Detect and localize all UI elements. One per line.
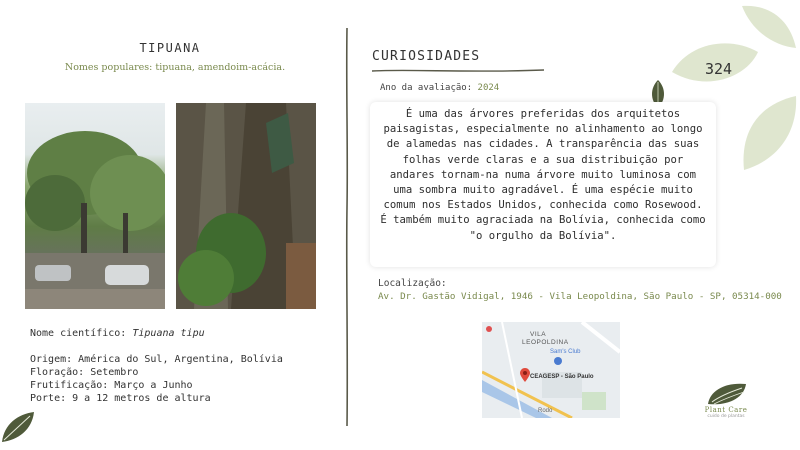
brand-tagline: cuido de plantas xyxy=(707,414,745,419)
flowering: Floração: Setembro xyxy=(30,367,139,378)
curiosity-text: É uma das árvores preferidas dos arquitetos paisagistas, especialmente no alinhamento ao longo de alamedas nas cidades. A transparência das suas folhas verde claras e a sua distribuição por andares tornam-na numa árvore muito luminosa com uma sombra muito agradável. É uma espécie muito comum nos Estados Unidos, conhecida como Rosewood. É também muito agraciada na Bolívia, conhecida como "o orgulho da Bolívia". xyxy=(380,108,706,242)
leaf-icon xyxy=(742,6,796,48)
origin: Origem: América do Sul, Argentina, Bolívia xyxy=(30,354,283,365)
brand-name: Plant Care xyxy=(704,406,748,414)
tree-size: Porte: 9 a 12 metros de altura xyxy=(30,393,211,404)
brand-logo xyxy=(696,380,756,419)
location-label: Localização: xyxy=(378,278,447,289)
location-address: Av. Dr. Gastão Vidigal, 1946 - Vila Leopoldina, São Paulo - SP, 05314-000 xyxy=(378,291,782,302)
scientific-name: Nome científico: Tipuana tipu xyxy=(30,328,205,339)
title-underline xyxy=(372,68,544,74)
map-road-label: Rodo xyxy=(538,408,553,414)
map-location-label: CEAGESP - São Paulo xyxy=(530,374,594,380)
map-poi-icon xyxy=(486,326,492,332)
map-poi-label: Sam's Club xyxy=(550,349,581,355)
page-number-badge: 324 xyxy=(705,60,733,78)
vertical-divider xyxy=(345,28,349,426)
map-district-label: VILA xyxy=(530,331,547,338)
tree-photo-trunk xyxy=(176,103,316,309)
popular-names: Nomes populares: tipuana, amendoim-acácia. xyxy=(64,62,286,73)
plant-care-logo xyxy=(704,380,748,406)
curiosities-title: CURIOSIDADES xyxy=(372,49,481,64)
map-pin-icon xyxy=(520,368,530,382)
species-title: TIPUANA xyxy=(139,41,201,55)
location-map[interactable] xyxy=(482,322,620,418)
fruiting: Frutificação: Março a Junho xyxy=(30,380,193,391)
curiosity-card xyxy=(370,102,716,267)
map-poi-icon xyxy=(554,357,562,365)
map-district-label-2: LEOPOLDINA xyxy=(522,339,569,346)
tree-photo-canopy xyxy=(25,103,165,309)
leaf-icon xyxy=(743,96,796,170)
leaf-icon xyxy=(0,410,36,444)
evaluation-year: Ano da avaliação: 2024 xyxy=(380,83,500,93)
